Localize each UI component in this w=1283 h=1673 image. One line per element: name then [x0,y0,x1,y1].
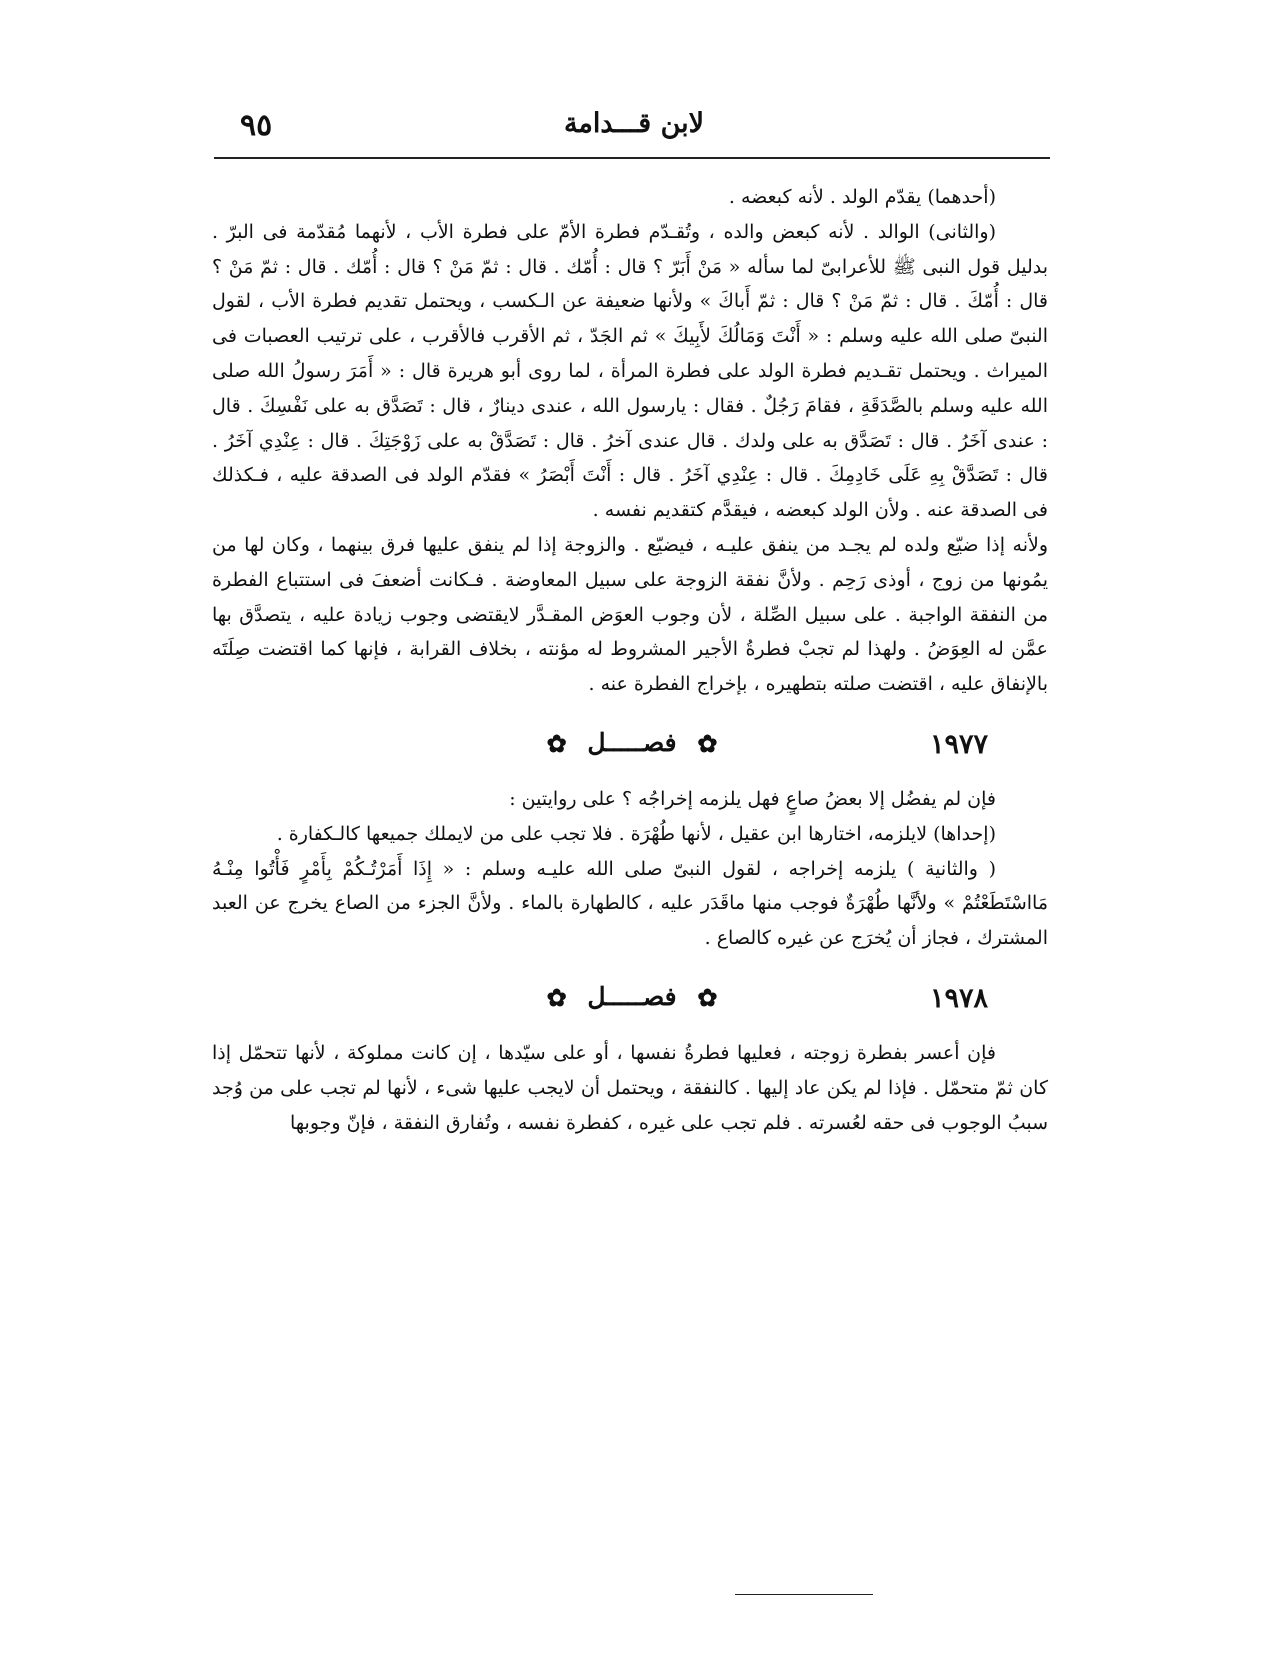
paragraph: ولأنه إذا ضيّع ولده لم يجـد من ينفق عليـه ، فيضيّع . والزوجة إذا لم ينفق عليها فرق بينهما ، وكان لها من يمُونها من زوج ، أوذى رَحِم . ولأنَّ نفقة الزوجة على سبيل المعاوضة . فـكانت أضعفَ فى استتباع الفطرة من النفقة الواجبة . على سبيل الصِّلة ، لأن وجوب العوَض المقـدَّر لايقتضى وجوب زيادة عليه ، يتصدَّق بها عمَّن له العِوَضُ . ولهذا لم تجبْ فطرةُ الأجير المشروط له مؤنته ، بخلاف القرابة ، فإنها كما اقتضت صِلَتَه بالإنفاق عليه ، اقتضت صلته بتطهيره ، بإخراج الفطرة عنه . [212,533,1048,696]
footnote-rule [735,1594,873,1595]
section-title [502,980,762,1016]
running-title: لابن قـــدامة [563,108,705,139]
paragraph: فإن لم يفضُل إلا بعضُ صاعٍ فهل يلزمه إخراجُه ؟ على روايتين : [509,787,996,810]
section-number: ١٩٧٧ [929,728,988,760]
ornament-icon: ✿ [697,983,718,1013]
paragraph: (والثانى) الوالد . لأنه كبعض والده ، وتُقـدّم فطرة الأمّ على فطرة الأب ، لأنهما مُقدّمة فى البرّ . بدليل قول النبى ﷺ للأعرابىّ لما سأله « مَنْ أَبَرّ ؟ قال : أُمّك . قال : ثمّ مَنْ ؟ قال : أُمّك . قال : ثمّ مَنْ ؟ قال : أُمّكَ . قال : ثمّ مَنْ ؟ قال : ثمّ أَباكَ » ولأنها ضعيفة عن الـكسب ، ويحتمل تقديم فطرة الأب ، لقول النبىّ صلى الله عليه وسلم : « أَنْتَ وَمَالُكَ لأَبِيكَ » ثم الجَدّ ، ثم الأقرب فالأقرب ، على ترتيب العصبات فى الميراث . ويحتمل تقـديم فطرة الولد على فطرة المرأة ، لما روى أبو هريرة قال : « أَمَرَ رسولُ الله صلى الله عليه وسلم بالصَّدَقَةِ ، فقامَ رَجُلٌ . فقال : يارسول الله ، عندى دينارٌ ، قال : تَصَدَّق به على نَفْسِكَ . قال : عندى آخَرُ . قال : تَصَدَّق به على ولدك . قال عندى آخرُ . قال : تَصَدَّقْ به على زَوْجَتِكَ . قال : عِنْدِي آخَرُ . قال : تَصَدَّقْ بِهِ عَلَى خَادِمِكَ . قال : عِنْدِي آخَرُ . قال : أَنْتَ أَبْصَرُ » فقدّم الولد فى الصدقة عليه ، فـكذلك فى الصدقة عنه . ولأن الولد كبعضه ، فيقدَّم كتقديم نفسه . [212,220,1048,522]
section-label: فصـــــل [587,981,677,1011]
section-heading [212,970,1048,1034]
page-body [212,180,1048,1140]
header-rule [214,157,1050,159]
paragraph: فإن أعسر بفطرة زوجته ، فعليها فطرةُ نفسها ، أو على سيّدها ، إن كانت مملوكة ، لأنها تتحمّل إذا كان ثمّ متحمّل . فإذا لم يكن عاد إليها . كالنفقة ، ويحتمل أن لايجب عليها شىء ، لأنها لم تجب على من وُجد سببُ الوجوب فى حقه لعُسرته . فلم تجب على غيره ، كفطرة نفسه ، وتُفارق النفقة ، فإنّ وجوبها [212,1041,1048,1134]
paragraph: (أحدهما) يقدّم الولد . لأنه كبعضه . [728,186,996,208]
paragraph: (إحداها) لايلزمه، اختارها ابن عقيل ، لأنها طُهْرَة . فلا تجب على من لايملك جميعها كالـكفارة . [276,822,996,845]
ornament-icon: ✿ [697,729,718,759]
ornament-icon: ✿ [546,983,567,1013]
ornament-icon: ✿ [546,729,567,759]
section-label: فصـــــل [587,727,677,757]
page-number: ٩٥ [240,108,273,143]
section-heading [212,716,1048,780]
section-number: ١٩٧٨ [929,982,988,1014]
page-header [218,108,1050,158]
section-title [502,726,762,762]
paragraph: ( والثانية ) يلزمه إخراجه ، لقول النبىّ صلى الله عليـه وسلم : « إِذَا أَمَرْتُـكُمْ بِأَمْرٍ فَأْتُوا مِنْـهُ مَااسْتَطَعْتُمْ » ولأنَّها طُهْرَةٌ فوجب منها ماقَدَر عليه ، كالطهارة بالماء . ولأنَّ الجزء من الصاع يخرج عن العبد المشترك ، فجاز أن يُخرَج عن غيره كالصاع . [212,857,1048,950]
